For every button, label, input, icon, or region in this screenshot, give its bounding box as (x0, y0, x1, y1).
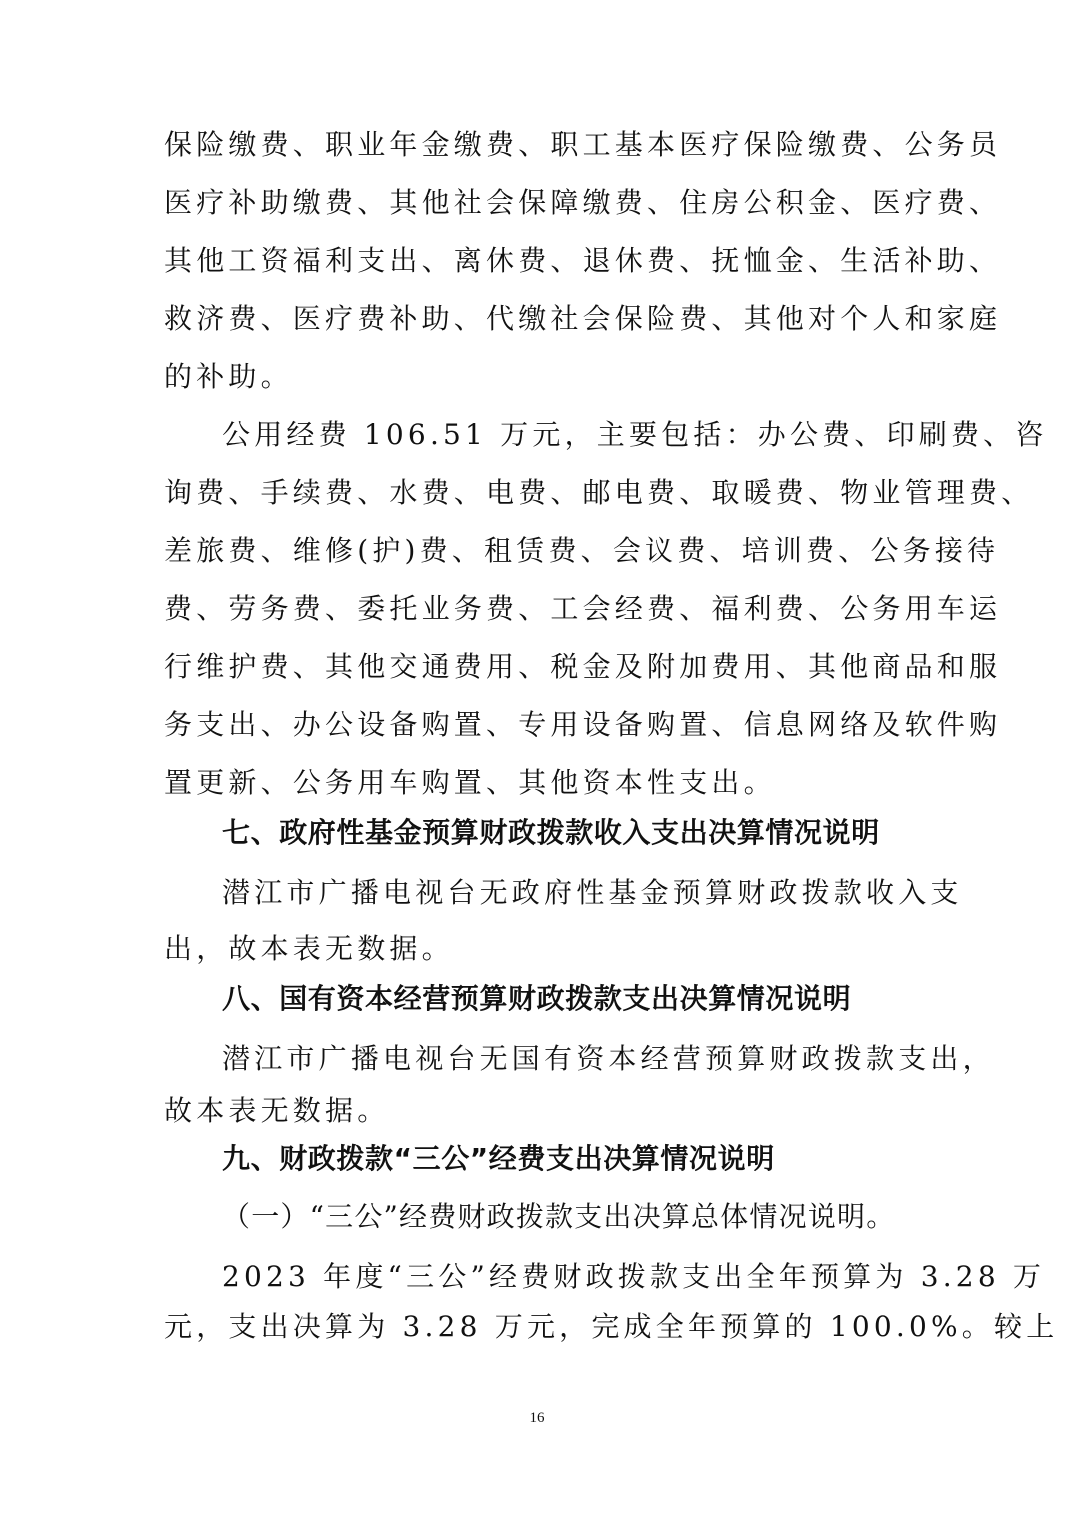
section-heading-7: 七、政府性基金预算财政拨款收入支出决算情况说明 (222, 816, 880, 849)
body-line: 其他工资福利支出、离休费、退休费、抚恤金、生活补助、 (164, 244, 1002, 277)
body-line: 2023 年度“三公”经费财政拨款支出全年预算为 3.28 万 (222, 1260, 1046, 1293)
body-line: 行维护费、其他交通费用、税金及附加费用、其他商品和服 (164, 650, 1002, 683)
body-line: 出，故本表无数据。 (164, 932, 454, 965)
page-number: 16 (529, 1410, 545, 1426)
body-line: 公用经费 106.51 万元，主要包括：办公费、印刷费、咨 (222, 418, 1048, 451)
body-line: 潜江市广播电视台无国有资本经营预算财政拨款支出， (222, 1042, 995, 1075)
body-line: 潜江市广播电视台无政府性基金预算财政拨款收入支 (222, 876, 963, 909)
body-line: 务支出、办公设备购置、专用设备购置、信息网络及软件购 (164, 708, 1002, 741)
section-heading-8: 八、国有资本经营预算财政拨款支出决算情况说明 (222, 982, 852, 1015)
body-line: 置更新、公务用车购置、其他资本性支出。 (164, 766, 776, 799)
body-line: 元，支出决算为 3.28 万元，完成全年预算的 100.0%。较上 (164, 1310, 1059, 1343)
body-line: 差旅费、维修(护)费、租赁费、会议费、培训费、公务接待 (164, 534, 1000, 567)
body-line: 询费、手续费、水费、电费、邮电费、取暖费、物业管理费、 (164, 476, 1034, 509)
subsection-heading: （一）“三公”经费财政拨款支出决算总体情况说明。 (222, 1200, 896, 1233)
section-heading-9: 九、财政拨款“三公”经费支出决算情况说明 (222, 1142, 775, 1175)
body-line: 的补助。 (164, 360, 293, 393)
body-line: 救济费、医疗费补助、代缴社会保险费、其他对个人和家庭 (164, 302, 1002, 335)
body-line: 费、劳务费、委托业务费、工会经费、福利费、公务用车运 (164, 592, 1002, 625)
body-line: 保险缴费、职业年金缴费、职工基本医疗保险缴费、公务员 (164, 128, 1002, 161)
body-line: 故本表无数据。 (164, 1094, 390, 1127)
body-line: 医疗补助缴费、其他社会保障缴费、住房公积金、医疗费、 (164, 186, 1002, 219)
